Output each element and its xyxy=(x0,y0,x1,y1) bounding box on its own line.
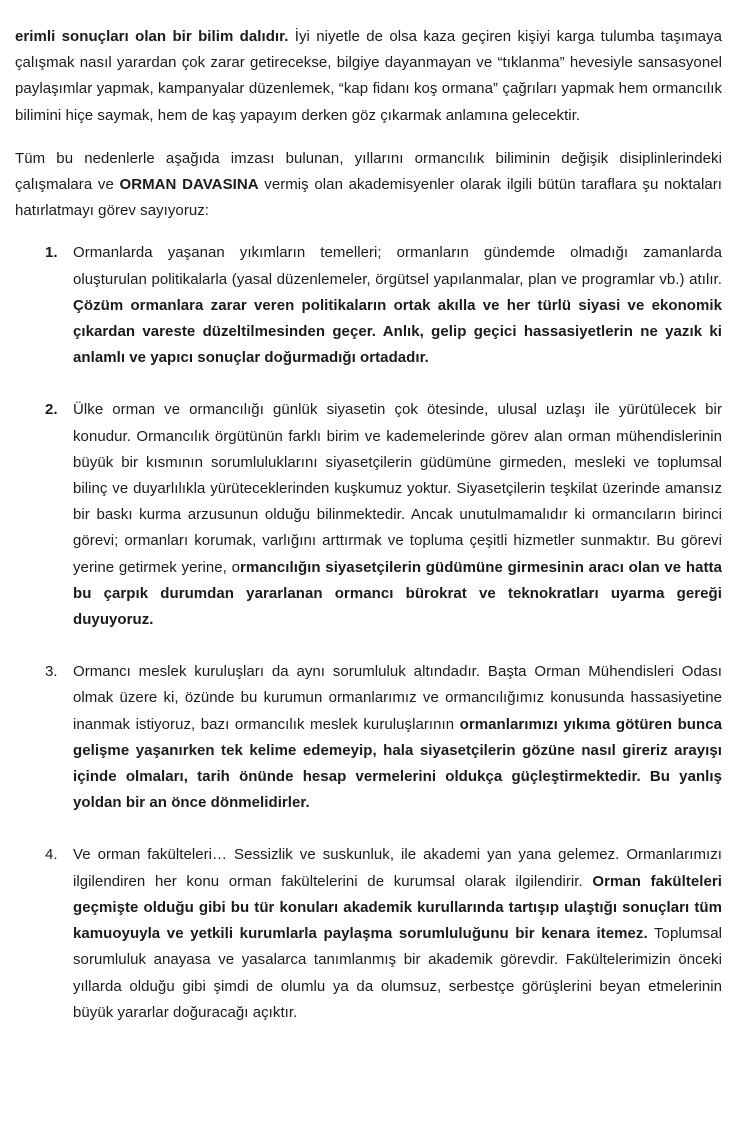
list-item-2 xyxy=(15,397,722,633)
item-bold-text: Çözüm ormanlara zarar veren politikaların ortak akılla ve her türlü siyasi ve ekonomik çıkardan vareste düzeltilmesinden geçer. Anlık, gelip geçici hassasiyetlerin ne yazık ki anlamlı ve yapıcı sonuçlar doğurmadığı ortadadır. xyxy=(73,296,722,367)
statement-paragraph xyxy=(15,146,722,225)
item-plain-text: Ormanlarda yaşanan yıkımların temelleri; ormanların gündemde olmadığı zamanlarda oluşturulan politikalarla (yasal düzenlemeler, örgütsel yapılanmalar, plan ve programlar vb.) atılır. xyxy=(73,244,722,288)
list-item-number: 1. xyxy=(45,244,58,262)
item-plain-text: Ve orman fakülteleri… Sessizlik ve suskunluk, ile akademi yan yana gelemez. Ormanlarımızı ilgilendiren her konu orman fakültelerini de kurumsal olarak ilgilendirir. xyxy=(73,846,722,890)
intro-paragraph xyxy=(15,24,722,129)
item-bold-text: ormanlarımızı yıkıma götüren bunca gelişme yaşanırken tek kelime edemeyip, hala siyasetçilerin gözüne nasıl gireriz arayışı içinde olmaları, tarih önünde hesap vermelerini oldukça güçleştirmektedir. Bu yanlış yoldan bir an önce dönmelidirler. xyxy=(73,715,722,812)
intro-bold-text: erimli sonuçları olan bir bilim dalıdır. xyxy=(15,28,289,45)
item-plain-text: Ülke orman ve ormancılığı günlük siyasetin çok ötesinde, ulusal uzlaşı ile yürütülecek bir konudur. Ormancılık örgütünün farklı birim ve kademelerinde görev alan orman mühendislerinin büyük bir kısmının sorumluluklarını siyasetçilerin güdümüne girmeden, mesleki ve toplumsal bilinç ve duyarlılıkla yürüteceklerinden kuşkumuz yoktur. Siyasetçilerin teşkilat üzerinde amansız bir baskı kurma arzusunun olduğu bilinmektedir. Ancak unutulmamalıdır ki ormancıların birinci görevi; ormanları korumak, varlığını arttırmak ve topluma çeşitli hizmetler sunmaktır. Bu görevi yerine getirmek yerine, o xyxy=(73,401,722,576)
list-item-text xyxy=(73,397,722,633)
list-item-1 xyxy=(15,240,722,371)
item-bold-text: rmancılığın siyasetçilerin güdümüne girmesinin aracı olan ve hatta bu çarpık durumdan yararlanan ormancı bürokrat ve teknokratları uyarma gereği duyuyoruz. xyxy=(73,558,722,629)
item-bold-text: Orman fakülteleri geçmişte olduğu gibi bu tür konuları akademik kurullarında tartışıp ulaştığı sonuçları tüm kamuoyuyla ve yetkili kurumlarla paylaşma sorumluluğunu bir kenara itemez. xyxy=(73,872,722,943)
points-list xyxy=(15,240,722,1025)
orman-davasi-bold: ORMAN DAVASINA xyxy=(119,176,259,194)
list-item-text xyxy=(73,659,722,816)
list-item-text xyxy=(73,240,722,371)
statement-text-before: Tüm bu nedenlerle aşağıda imzası bulunan, yıllarını ormancılık biliminin değişik disiplinlerindeki çalışmalara ve xyxy=(15,149,722,194)
list-item-number: 4. xyxy=(45,846,58,864)
list-item-number: 2. xyxy=(45,401,58,419)
list-item-number: 3. xyxy=(45,663,58,681)
item-plain-text: Ormancı meslek kuruluşları da aynı sorumluluk altındadır. Başta Orman Mühendisleri Odası olmak üzere ki, özünde bu kurumun ormanlarımız ve ormancılığımız konusunda hassasiyetine inanmak istiyoruz, bazı ormancılık meslek kuruluşlarının xyxy=(73,663,722,733)
statement-text-after: vermiş olan akademisyenler olarak ilgili bütün taraflara şu noktaları hatırlatmayı görev sayıyoruz: xyxy=(15,176,722,220)
item-plain-text-after: Toplumsal sorumluluk anayasa ve yasalarca tanımlanmış bir akademik görevdir. Fakültelerimizin önceki yıllarda olduğu gibi şimdi de olumlu ya da olumsuz, serbestçe görüşlerini beyan etmelerinin büyük yararlar doğuracağı açıktır. xyxy=(73,925,722,1021)
list-item-4 xyxy=(15,842,722,1025)
list-item-text xyxy=(73,842,722,1025)
intro-text: İyi niyetle de olsa kaza geçiren kişiyi karga tulumba taşımaya çalışmak nasıl yarardan çok zarar getirecekse, bilgiye dayanmayan ve “tıklanma” hevesiyle sansasyonel paylaşımlar yapmak, kampanyalar düzenlemek, “kap fidanı koş ormana” çağrıları yapmak hem ormancılık bilimini hiçe saymak, hem de kaş yapayım derken göz çıkarmak anlamına gelecektir. xyxy=(15,28,722,124)
list-item-3 xyxy=(15,659,722,816)
